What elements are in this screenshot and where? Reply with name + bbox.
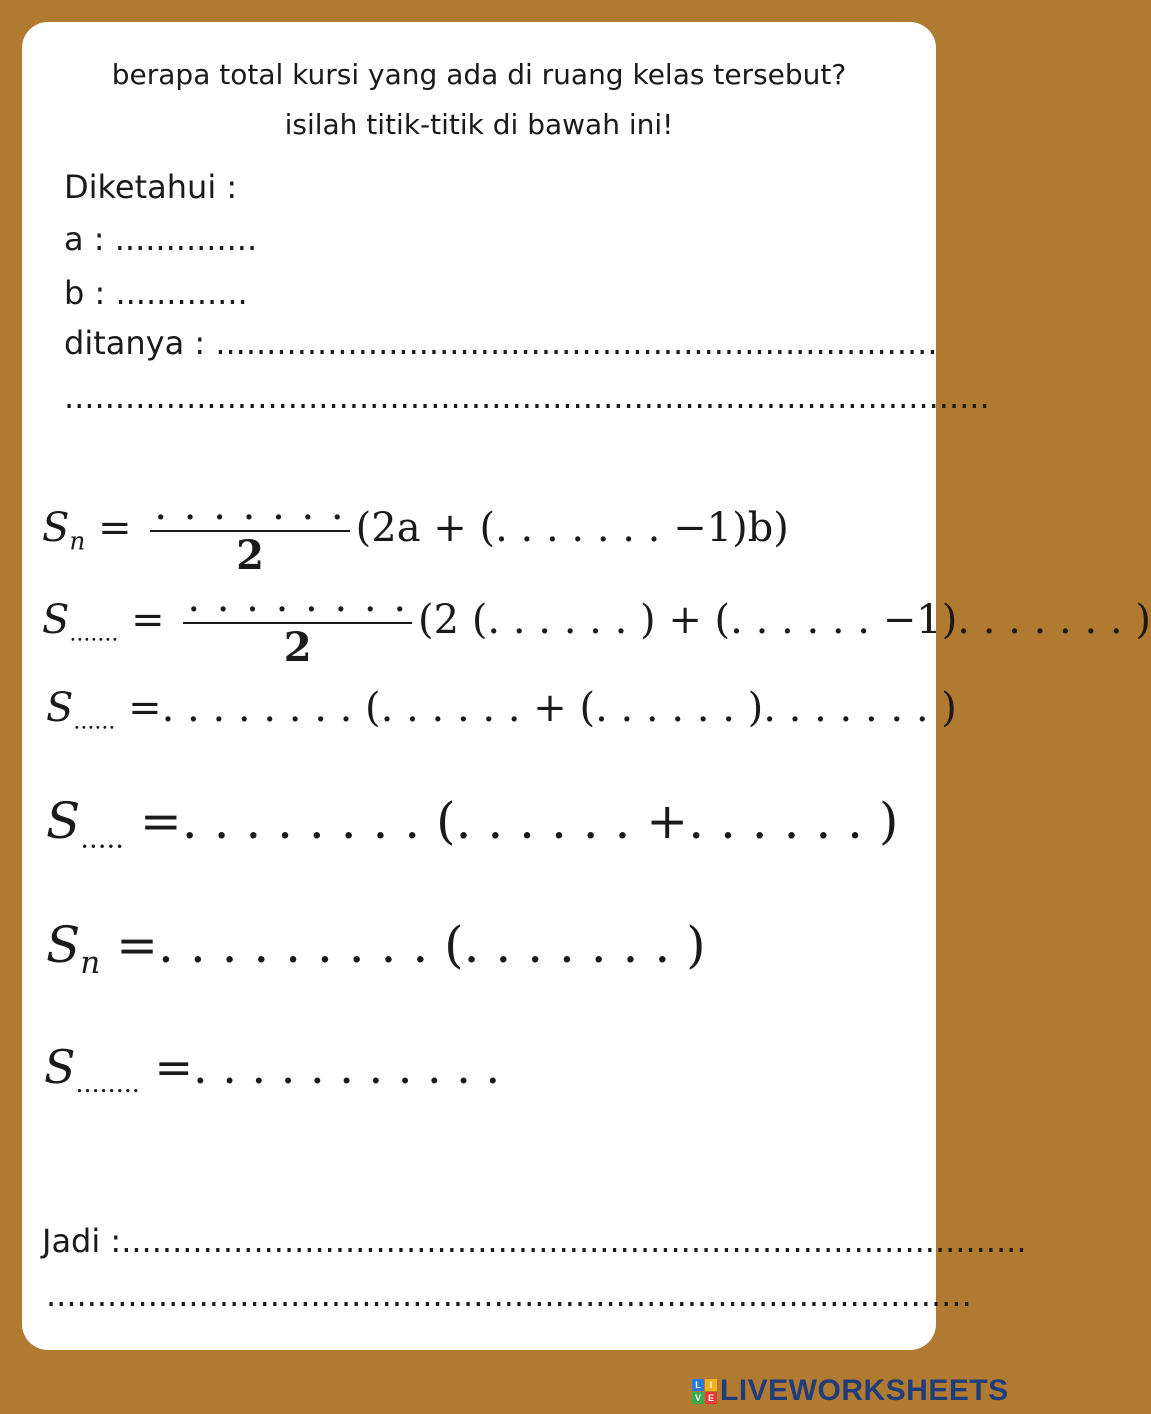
sum-symbol: S	[42, 597, 70, 643]
fraction-denominator: 2	[236, 532, 264, 579]
question-line-1: berapa total kursi yang ada di ruang kelas tersebut?	[111, 58, 847, 91]
logo-letter: E	[705, 1392, 717, 1404]
worksheet-card	[22, 22, 1151, 1350]
question-line-2: isilah titik-titik di bawah ini!	[284, 108, 674, 141]
sum-symbol: S	[42, 505, 70, 551]
formula-rest[interactable]: (2 (. . . . . . ) + (. . . . . . −1). . . . . . . )	[418, 597, 1151, 643]
sum-symbol: S	[46, 685, 74, 731]
sum-subscript-blank[interactable]: ......	[73, 709, 116, 735]
sum-symbol: S	[46, 916, 81, 974]
formula-step-5	[46, 916, 706, 981]
formula-substitution	[42, 575, 1151, 671]
asked-field-continuation[interactable]: ...........................................................................................	[64, 378, 990, 416]
fraction	[150, 483, 349, 579]
formula-sn-general	[42, 483, 789, 579]
formula-result	[44, 1040, 501, 1098]
sum-subscript: n	[80, 944, 101, 981]
fraction	[183, 575, 412, 671]
logo-letter: I	[705, 1379, 717, 1391]
asked-field[interactable]: ditanya : .......................................................................	[64, 324, 938, 362]
liveworksheets-logo	[692, 1376, 1009, 1406]
formula-step-3	[46, 685, 957, 735]
sum-subscript-blank[interactable]: ........	[75, 1068, 140, 1098]
sum-symbol: S	[46, 792, 81, 850]
formula-rest[interactable]: (2a + (. . . . . . . −1)b)	[355, 505, 789, 551]
sum-subscript: n	[69, 526, 86, 556]
known-a-field[interactable]: a : ..............	[64, 220, 258, 258]
fraction-denominator: 2	[283, 624, 312, 671]
formula-step-4	[46, 792, 899, 855]
equals-sign: =	[131, 597, 165, 643]
fraction-numerator-blank[interactable]: . . . . . . .	[150, 486, 349, 532]
known-label: Diketahui :	[64, 168, 238, 206]
logo-text: LIVEWORKSHEETS	[720, 1374, 1009, 1407]
conclusion-field-continuation[interactable]: ...........................................................................................	[46, 1276, 972, 1314]
sum-subscript-blank[interactable]: .....	[80, 822, 124, 855]
logo-grid-icon	[692, 1379, 717, 1404]
known-b-field[interactable]: b : .............	[64, 274, 248, 312]
logo-letter: L	[692, 1379, 704, 1391]
conclusion-field[interactable]: Jadi :.........................................................................................	[42, 1222, 1027, 1260]
formula-rest[interactable]: =. . . . . . . . (. . . . . . +. . . . . . )	[139, 792, 899, 850]
formula-rest[interactable]: =. . . . . . . . . . .	[154, 1040, 501, 1094]
formula-rest[interactable]: =. . . . . . . . (. . . . . . + (. . . . . . ). . . . . . . )	[128, 685, 957, 731]
logo-letter: V	[692, 1392, 704, 1404]
sum-subscript-blank[interactable]: .......	[69, 621, 119, 647]
formula-rest[interactable]: =. . . . . . . . . (. . . . . . . )	[116, 916, 706, 974]
sum-symbol: S	[44, 1040, 76, 1094]
fraction-numerator-blank[interactable]: . . . . . . . .	[183, 578, 412, 624]
equals-sign: =	[98, 505, 132, 551]
